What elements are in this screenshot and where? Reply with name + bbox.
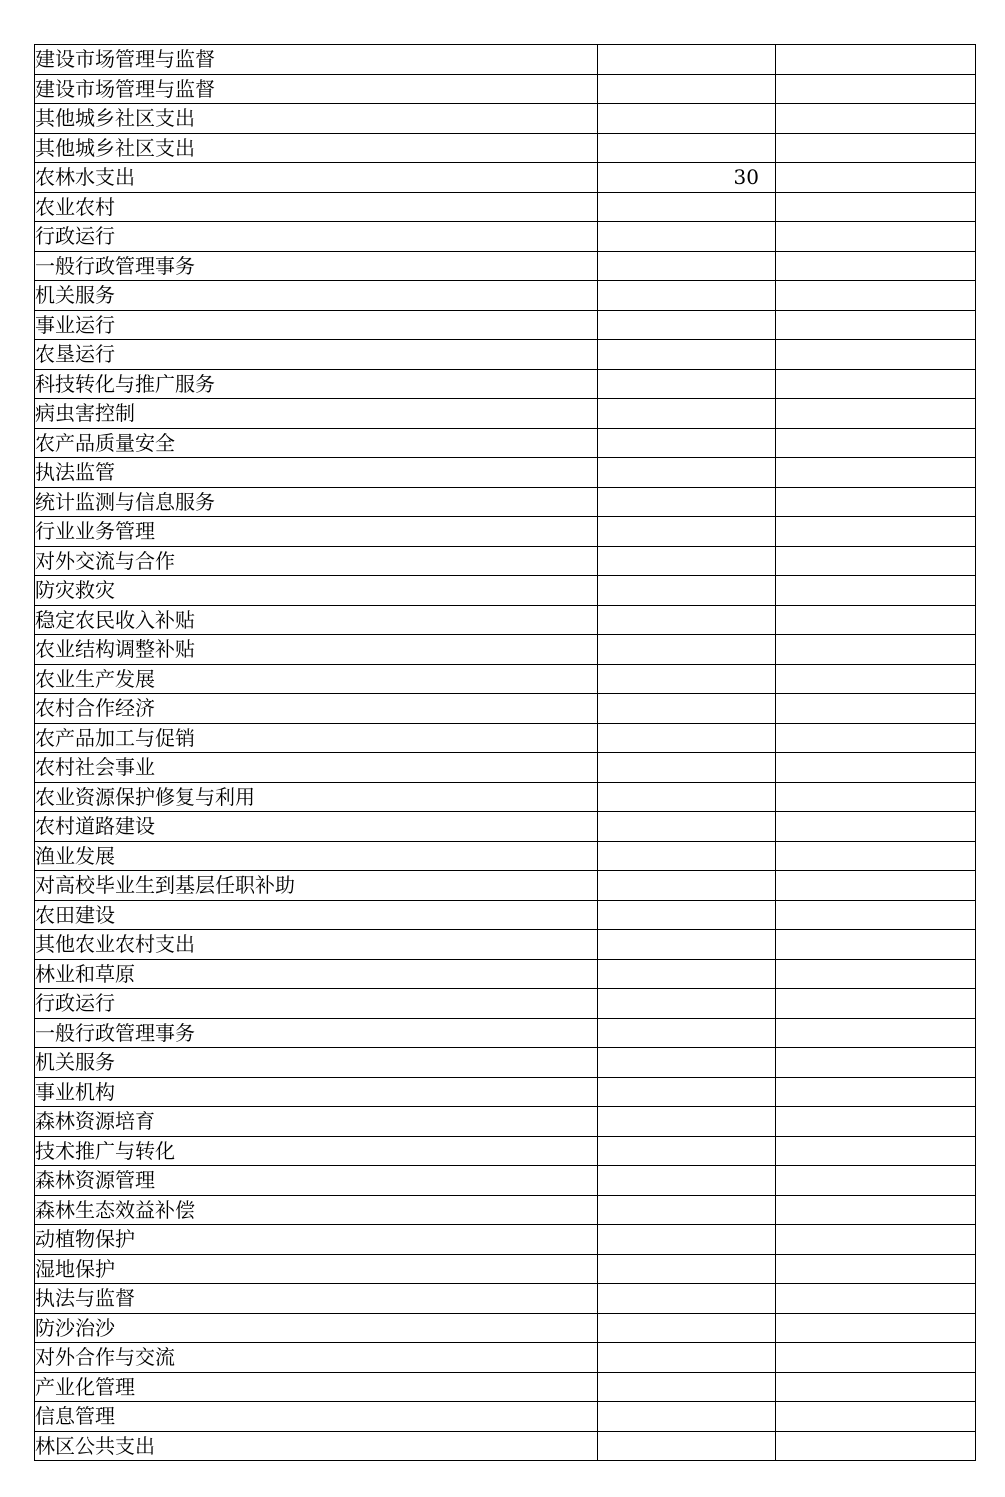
table-row (35, 1343, 976, 1373)
item-name-cell: 机关服务 (35, 281, 598, 311)
table-row (35, 1136, 976, 1166)
table-row (35, 812, 976, 842)
amount-cell (598, 1402, 776, 1432)
amount-cell (598, 1107, 776, 1137)
amount-cell (598, 1254, 776, 1284)
item-name-cell: 森林生态效益补偿 (35, 1195, 598, 1225)
amount-cell-2 (776, 546, 976, 576)
amount-cell-2 (776, 1431, 976, 1461)
amount-cell (598, 723, 776, 753)
table-row (35, 1195, 976, 1225)
amount-cell (598, 635, 776, 665)
item-name-cell: 农业生产发展 (35, 664, 598, 694)
item-name-cell: 行政运行 (35, 989, 598, 1019)
table-row (35, 192, 976, 222)
amount-cell (598, 605, 776, 635)
table-row (35, 989, 976, 1019)
amount-cell (598, 251, 776, 281)
item-name-cell: 一般行政管理事务 (35, 1018, 598, 1048)
item-name-cell: 森林资源管理 (35, 1166, 598, 1196)
amount-cell (598, 517, 776, 547)
amount-cell-2 (776, 1284, 976, 1314)
table-row (35, 1402, 976, 1432)
item-name-cell: 一般行政管理事务 (35, 251, 598, 281)
item-name-cell: 对外合作与交流 (35, 1343, 598, 1373)
amount-cell (598, 1431, 776, 1461)
budget-table (34, 44, 976, 1461)
item-name-cell: 对外交流与合作 (35, 546, 598, 576)
item-name-cell: 农产品加工与促销 (35, 723, 598, 753)
amount-cell-2 (776, 1018, 976, 1048)
amount-cell-2 (776, 281, 976, 311)
item-name-cell: 信息管理 (35, 1402, 598, 1432)
item-name-cell: 农业资源保护修复与利用 (35, 782, 598, 812)
table-row (35, 1225, 976, 1255)
item-name-cell: 事业机构 (35, 1077, 598, 1107)
amount-cell-2 (776, 753, 976, 783)
item-name-cell: 其他城乡社区支出 (35, 104, 598, 134)
amount-cell-2 (776, 664, 976, 694)
amount-cell-2 (776, 1313, 976, 1343)
amount-cell-2 (776, 605, 976, 635)
table-row (35, 222, 976, 252)
item-name-cell: 防沙治沙 (35, 1313, 598, 1343)
item-name-cell: 森林资源培育 (35, 1107, 598, 1137)
amount-cell (598, 428, 776, 458)
table-row (35, 517, 976, 547)
amount-cell (598, 1077, 776, 1107)
table-row (35, 163, 976, 193)
amount-cell-2 (776, 930, 976, 960)
amount-cell (598, 192, 776, 222)
amount-cell (598, 1284, 776, 1314)
table-row (35, 694, 976, 724)
amount-cell-2 (776, 222, 976, 252)
amount-cell-2 (776, 900, 976, 930)
item-name-cell: 农村社会事业 (35, 753, 598, 783)
table-row (35, 281, 976, 311)
amount-cell-2 (776, 1048, 976, 1078)
item-name-cell: 林区公共支出 (35, 1431, 598, 1461)
amount-cell-2 (776, 694, 976, 724)
amount-cell (598, 340, 776, 370)
amount-cell (598, 222, 776, 252)
amount-cell-2 (776, 1254, 976, 1284)
amount-cell-2 (776, 1136, 976, 1166)
amount-cell (598, 812, 776, 842)
amount-cell (598, 694, 776, 724)
amount-cell-2 (776, 369, 976, 399)
table-row (35, 723, 976, 753)
amount-cell-2 (776, 192, 976, 222)
amount-cell-2 (776, 428, 976, 458)
table-row (35, 1284, 976, 1314)
table-row (35, 900, 976, 930)
item-name-cell: 防灾救灾 (35, 576, 598, 606)
amount-cell (598, 841, 776, 871)
table-row (35, 251, 976, 281)
table-row (35, 664, 976, 694)
amount-cell-2 (776, 1225, 976, 1255)
amount-cell-2 (776, 635, 976, 665)
amount-cell (598, 1225, 776, 1255)
item-name-cell: 技术推广与转化 (35, 1136, 598, 1166)
amount-cell-2 (776, 1402, 976, 1432)
amount-cell-2 (776, 45, 976, 75)
amount-cell (598, 1195, 776, 1225)
amount-cell-2 (776, 871, 976, 901)
amount-cell-2 (776, 340, 976, 370)
item-name-cell: 执法监管 (35, 458, 598, 488)
amount-cell-2 (776, 782, 976, 812)
table-row (35, 1107, 976, 1137)
table-row (35, 1018, 976, 1048)
amount-cell (598, 487, 776, 517)
item-name-cell: 其他城乡社区支出 (35, 133, 598, 163)
item-name-cell: 农村合作经济 (35, 694, 598, 724)
item-name-cell: 农垦运行 (35, 340, 598, 370)
table-row (35, 104, 976, 134)
amount-cell-2 (776, 458, 976, 488)
item-name-cell: 农业农村 (35, 192, 598, 222)
amount-cell-2 (776, 1077, 976, 1107)
table-row (35, 1166, 976, 1196)
amount-cell-2 (776, 104, 976, 134)
table-row (35, 1431, 976, 1461)
table-row (35, 310, 976, 340)
item-name-cell: 稳定农民收入补贴 (35, 605, 598, 635)
table-row (35, 369, 976, 399)
table-row (35, 1313, 976, 1343)
amount-cell (598, 576, 776, 606)
amount-cell-2 (776, 812, 976, 842)
item-name-cell: 病虫害控制 (35, 399, 598, 429)
amount-cell (598, 1313, 776, 1343)
amount-cell (598, 458, 776, 488)
item-name-cell: 机关服务 (35, 1048, 598, 1078)
amount-cell-2 (776, 133, 976, 163)
item-name-cell: 农田建设 (35, 900, 598, 930)
amount-cell (598, 104, 776, 134)
table-row (35, 930, 976, 960)
amount-cell-2 (776, 163, 976, 193)
amount-cell (598, 399, 776, 429)
amount-cell (598, 959, 776, 989)
table-row (35, 340, 976, 370)
table-row (35, 1048, 976, 1078)
amount-cell (598, 664, 776, 694)
table-row (35, 753, 976, 783)
amount-cell-2 (776, 487, 976, 517)
table-row (35, 487, 976, 517)
table-row (35, 635, 976, 665)
item-name-cell: 湿地保护 (35, 1254, 598, 1284)
table-row (35, 399, 976, 429)
amount-cell (598, 871, 776, 901)
table-row (35, 546, 976, 576)
table-row (35, 458, 976, 488)
item-name-cell: 其他农业农村支出 (35, 930, 598, 960)
table-row (35, 871, 976, 901)
amount-cell (598, 310, 776, 340)
amount-cell: 30 (598, 163, 776, 193)
amount-cell (598, 281, 776, 311)
amount-cell (598, 74, 776, 104)
amount-cell (598, 546, 776, 576)
item-name-cell: 对高校毕业生到基层任职补助 (35, 871, 598, 901)
amount-cell-2 (776, 723, 976, 753)
item-name-cell: 行政运行 (35, 222, 598, 252)
amount-cell-2 (776, 310, 976, 340)
amount-cell (598, 133, 776, 163)
table-row (35, 605, 976, 635)
item-name-cell: 建设市场管理与监督 (35, 45, 598, 75)
amount-cell (598, 989, 776, 1019)
amount-cell-2 (776, 74, 976, 104)
amount-cell-2 (776, 959, 976, 989)
item-name-cell: 产业化管理 (35, 1372, 598, 1402)
table-row (35, 959, 976, 989)
amount-cell (598, 753, 776, 783)
item-name-cell: 农产品质量安全 (35, 428, 598, 458)
amount-cell (598, 1048, 776, 1078)
item-name-cell: 事业运行 (35, 310, 598, 340)
amount-cell (598, 900, 776, 930)
amount-cell (598, 1018, 776, 1048)
amount-cell-2 (776, 1343, 976, 1373)
table-row (35, 782, 976, 812)
item-name-cell: 科技转化与推广服务 (35, 369, 598, 399)
item-name-cell: 动植物保护 (35, 1225, 598, 1255)
amount-cell-2 (776, 841, 976, 871)
table-row (35, 74, 976, 104)
table-row (35, 1077, 976, 1107)
amount-cell-2 (776, 576, 976, 606)
amount-cell (598, 782, 776, 812)
item-name-cell: 农业结构调整补贴 (35, 635, 598, 665)
budget-table-body (35, 45, 976, 1461)
amount-cell-2 (776, 989, 976, 1019)
table-row (35, 841, 976, 871)
amount-cell (598, 1372, 776, 1402)
amount-cell-2 (776, 1372, 976, 1402)
amount-cell-2 (776, 517, 976, 547)
amount-cell-2 (776, 1166, 976, 1196)
amount-cell (598, 45, 776, 75)
item-name-cell: 渔业发展 (35, 841, 598, 871)
item-name-cell: 农林水支出 (35, 163, 598, 193)
item-name-cell: 农村道路建设 (35, 812, 598, 842)
amount-cell-2 (776, 251, 976, 281)
amount-cell (598, 1343, 776, 1373)
amount-cell (598, 1166, 776, 1196)
amount-cell (598, 930, 776, 960)
item-name-cell: 统计监测与信息服务 (35, 487, 598, 517)
item-name-cell: 林业和草原 (35, 959, 598, 989)
amount-cell-2 (776, 399, 976, 429)
table-row (35, 133, 976, 163)
table-row (35, 428, 976, 458)
amount-cell-2 (776, 1195, 976, 1225)
item-name-cell: 建设市场管理与监督 (35, 74, 598, 104)
table-row (35, 1372, 976, 1402)
table-row (35, 576, 976, 606)
item-name-cell: 执法与监督 (35, 1284, 598, 1314)
amount-cell (598, 369, 776, 399)
table-row (35, 45, 976, 75)
amount-cell (598, 1136, 776, 1166)
table-row (35, 1254, 976, 1284)
amount-cell-2 (776, 1107, 976, 1137)
item-name-cell: 行业业务管理 (35, 517, 598, 547)
